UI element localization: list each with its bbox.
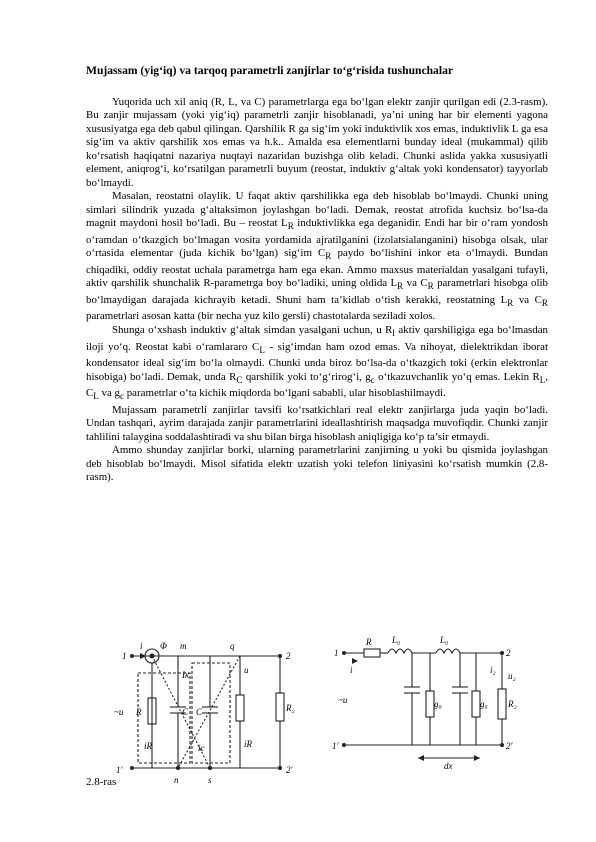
paragraph-5: Ammo shunday zanjirlar borki, ularning parametrlarini zanjirning u yoki bu qismida joylashgan deb hisoblab bo‘lmaydi. Misol sifatida elektr uzatish yoki telefon liniyasini ko‘rsatish mumkin (2.8-rasm).	[86, 444, 548, 484]
fig-left-label-1: 1	[122, 651, 127, 661]
fig-left-label-u: u	[244, 665, 249, 675]
fig-left-label-q: q	[230, 641, 235, 651]
figure-caption: 2.8-ras	[86, 776, 117, 788]
fig-right-label-R2: R₂	[508, 699, 517, 709]
fig-right-label-source: ~u	[338, 695, 348, 705]
paragraph-2: Masalan, reostatni olaylik. U faqat aktiv qarshilikka ega deb hisoblab bo‘lmaydi. Chunki uning simlari silindrik yuzada g‘altaksimon joylashgan bo‘ladi. Demak, reostat atrofida kuchsiz bo‘lsa-da magnit maydoni hosil bo‘ladi. Bu – reostat $L_R$ induktivlikka ega deganidir. Endi har bir o‘ram yondosh o‘ramdan o‘tkazgich bo‘lmagan vosita yordamida ajratilganini (izolatsialanganini) hisobga olsak, ular o‘rtasida elementar (juda kichik bo‘lgan) sig‘im $C_R$ paydo bo‘lishini inkor eta o‘lmaydi. Bundan chiqadiki, oddiy reostat uchala parametrga ham ega ekan. Ammo maxsus materialdan yasalgani tufayli, aktiv qarshilik shunchalik R-parametrga boy bo‘ladiki, uning oldida $L_R$ va $C_R$ parametrlari hisobga olib bo‘lmaydigan darajada kichrayib ketadi. Shuni ham ta’kidlab o‘tish kerakki, reostatning $L_R$ va $C_R$ parametrlari asosan katta (bir necha yuz kilo gersli) chastotalarda seziladi xolos.	[86, 190, 548, 323]
fig-left-label-source: ~u	[114, 707, 124, 717]
fig-left-label-C2: C	[196, 707, 203, 717]
fig-right-label-R: R	[366, 637, 372, 647]
fig-left-label-C1: C	[182, 707, 189, 717]
fig-left-label-ic: ic	[198, 743, 205, 753]
fig-right-label-2: 2	[506, 648, 511, 658]
fig-left-label-1prime: 1'	[116, 765, 123, 775]
fig-right-label-i2: i₂	[490, 665, 496, 675]
fig-left-label-R2: R₂	[286, 703, 295, 713]
fig-right-label-g0a: g₀	[434, 699, 442, 709]
fig-right-label-L0b: L₀	[440, 635, 449, 645]
fig-left-label-n: n	[174, 775, 179, 785]
body-text	[86, 96, 548, 485]
fig-right-label-1: 1	[334, 648, 339, 658]
fig-left-label-phi: Φ	[160, 641, 167, 651]
fig-right-label-L0a: L₀	[392, 635, 401, 645]
fig-right-label-dx: dx	[444, 761, 453, 771]
fig-left-label-iR2: iR	[244, 739, 252, 749]
paragraph-1: Yuqorida uch xil aniq (R, L, va C) parametrlarga ega bo‘lgan elektr zanjir qurilgan edi (2.3-rasm). Bu zanjir mujassam (yoki yig‘iq) parametrli zanjir hisoblanadi, ya’ni uning har bir elementi yagona xususiyatga ega deb qabul qilingan. Qarshilik R ga sig‘im yoki induktivlik xos emas, induktivlik L ga esa sig‘im va aktiv qarshilik xos emas va h.k.. Amalda esa elementlarni bunday ideal (mukammal) qilib ko‘rsatish haqiqatni nazariya nuqtayi nazaridan buzishga olib keladi. Chunki aslida yakka xususiyatli element, aniqrog‘i, ko‘rsatilgan parametrli buyum (reostat, induktiv g‘altak yoki kondensator) tayyorlab bo‘lmaydi.	[86, 96, 548, 189]
fig-right-label-g0b: g₀	[480, 699, 488, 709]
fig-right-label-u2: u₂	[508, 671, 516, 681]
paragraph-3: Shunga o‘xshash induktiv g‘altak simdan yasalgani uchun, u $R_l$ aktiv qarshiligiga ega bo‘lmasdan iloji yo‘q. Reostat kabi o‘ramlararo $C_L$ - sig‘imdan ham ozod emas. Va nihoyat, dielektrikdan iborat kondensator ideal sig‘im bo‘la olmaydi. Chunki unda biroz bo‘lsa-da o‘tkazgich toki (erkin elektronlar hisobiga) bo‘ladi. Demak, unda $R_C$ qarshilik yoki to‘g‘rirog‘i, $g_c$ o‘tkazuvchanlik yo‘q emas. Lekin $R_L$, $C_L$ va $g_c$ parametrlar o‘ta kichik miqdorda bo‘lgani sababli, ular hisoblashilmaydi.	[86, 323, 549, 402]
section-heading: Mujassam (yig‘iq) va tarqoq parametrli zanjirlar to‘g‘risida tushunchalar	[86, 64, 454, 77]
fig-left-label-i: i	[140, 641, 143, 651]
fig-left-label-2: 2	[286, 651, 291, 661]
fig-right-label-i: i	[350, 665, 353, 675]
paragraph-4: Mujassam parametrli zanjirlar tavsifi ko‘rsatkichlari real elektr zanjirlarga juda yaqin bo‘ladi. Undan tashqari, ayrim darajada zanjir parametrlarini ideallashtirish maqsadga muvofiqdir. Chunki zanjir tahlilini talaygina soddalashtiradi va shu bilan birga hisoblash aniqligiga ko‘p ta’sir etmaydi.	[86, 403, 548, 443]
fig-left-label-2prime: 2'	[286, 765, 293, 775]
figure-distributed-line	[330, 633, 530, 813]
fig-right-label-2prime: 2'	[506, 741, 513, 751]
fig-left-label-iR1: iR	[144, 741, 152, 751]
fig-left-label-s: s	[208, 775, 212, 785]
fig-right-label-1prime: 1'	[332, 741, 339, 751]
fig-left-label-m: m	[180, 641, 187, 651]
fig-left-label-ik: Iк	[182, 670, 190, 680]
fig-left-label-R: R	[136, 707, 142, 717]
